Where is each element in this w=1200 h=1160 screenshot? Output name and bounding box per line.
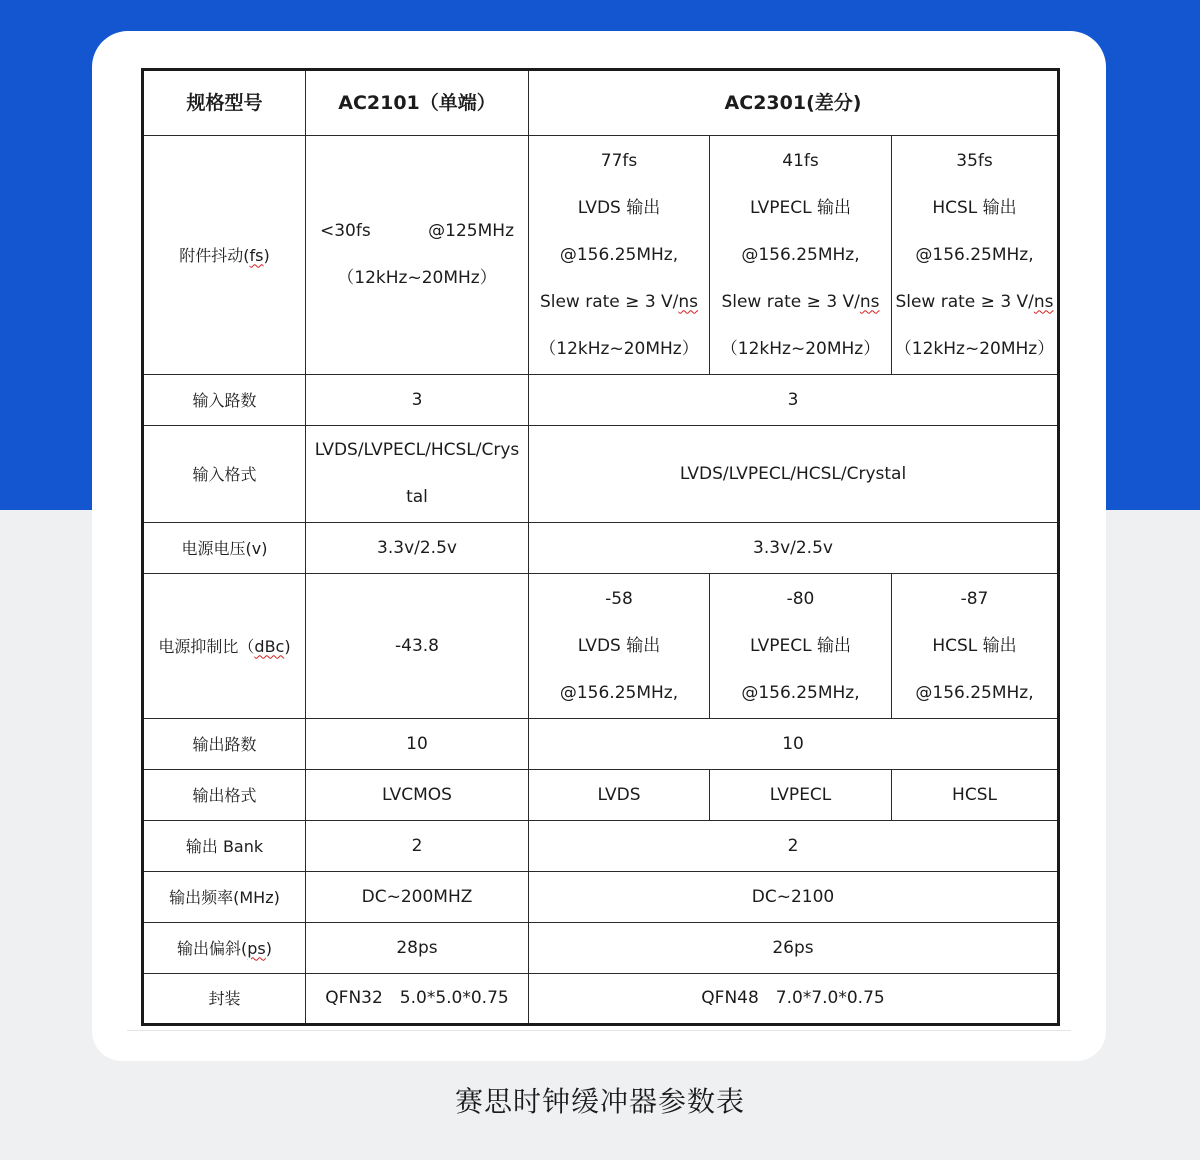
label-output-freq: 输出频率(MHz) [143, 872, 306, 923]
ac2101-input-format: LVDS/LVPECL/HCSL/Crys tal [306, 426, 529, 523]
row-package [143, 974, 1059, 1025]
ac2301-jitter-lvds: 77fs LVDS 输出 @156.25MHz, Slew rate ≥ 3 V/ns （12kHz~20MHz） [529, 136, 710, 375]
ac2101-supply-voltage: 3.3v/2.5v [306, 523, 529, 574]
label-jitter: 附件抖动(fs) [143, 136, 306, 375]
row-output-freq [143, 872, 1059, 923]
row-input-format [143, 426, 1059, 523]
ac2301-psrr-lvpecl: -80 LVPECL 输出 @156.25MHz, [710, 574, 892, 719]
ac2301-output-format-lvds: LVDS [529, 770, 710, 821]
label-input-format: 输入格式 [143, 426, 306, 523]
ac2301-package: QFN48 7.0*7.0*0.75 [529, 974, 1059, 1025]
row-output-skew [143, 923, 1059, 974]
ac2101-output-count: 10 [306, 719, 529, 770]
header-spec-model: 规格型号 [143, 70, 306, 136]
spellcheck-underline: ns [678, 291, 699, 312]
label-supply-voltage: 电源电压(v) [143, 523, 306, 574]
ac2301-jitter-lvpecl: 41fs LVPECL 输出 @156.25MHz, Slew rate ≥ 3 V/ns （12kHz~20MHz） [710, 136, 892, 375]
ac2101-output-skew: 28ps [306, 923, 529, 974]
label-output-count: 输出路数 [143, 719, 306, 770]
label-output-format: 输出格式 [143, 770, 306, 821]
label-output-skew: 输出偏斜(ps) [143, 923, 306, 974]
spellcheck-underline: dBc [254, 636, 285, 656]
row-jitter [143, 136, 1059, 375]
table-header-row [143, 70, 1059, 136]
spec-table [141, 68, 1060, 1026]
row-supply-voltage [143, 523, 1059, 574]
label-package: 封装 [143, 974, 306, 1025]
ac2301-output-freq: DC~2100 [529, 872, 1059, 923]
ac2301-jitter-hcsl: 35fs HCSL 输出 @156.25MHz, Slew rate ≥ 3 V/ns （12kHz~20MHz） [892, 136, 1059, 375]
row-output-format [143, 770, 1059, 821]
label-psrr: 电源抑制比（dBc) [143, 574, 306, 719]
row-output-count [143, 719, 1059, 770]
spellcheck-underline: fs [249, 245, 264, 265]
spellcheck-underline: ns [1033, 291, 1054, 312]
row-psrr [143, 574, 1059, 719]
header-ac2301: AC2301(差分) [529, 70, 1059, 136]
ac2301-input-format: LVDS/LVPECL/HCSL/Crystal [529, 426, 1059, 523]
ac2101-output-format: LVCMOS [306, 770, 529, 821]
spellcheck-underline: ns [859, 291, 880, 312]
header-ac2101: AC2101（单端） [306, 70, 529, 136]
ac2101-psrr: -43.8 [306, 574, 529, 719]
ac2101-package: QFN32 5.0*5.0*0.75 [306, 974, 529, 1025]
label-input-count: 输入路数 [143, 375, 306, 426]
ac2301-psrr-lvds: -58 LVDS 输出 @156.25MHz, [529, 574, 710, 719]
label-output-bank: 输出 Bank [143, 821, 306, 872]
ac2301-input-count: 3 [529, 375, 1059, 426]
ac2101-jitter: <30fs @125MHz （12kHz~20MHz） [306, 136, 529, 375]
ac2101-output-bank: 2 [306, 821, 529, 872]
ac2101-input-count: 3 [306, 375, 529, 426]
ac2301-supply-voltage: 3.3v/2.5v [529, 523, 1059, 574]
ac2301-output-count: 10 [529, 719, 1059, 770]
ac2301-output-format-lvpecl: LVPECL [710, 770, 892, 821]
ac2301-psrr-hcsl: -87 HCSL 输出 @156.25MHz, [892, 574, 1059, 719]
ac2301-output-bank: 2 [529, 821, 1059, 872]
card-divider [127, 1030, 1071, 1031]
ac2301-output-skew: 26ps [529, 923, 1059, 974]
row-output-bank [143, 821, 1059, 872]
spellcheck-underline: ps [247, 938, 266, 958]
figure-caption: 赛思时钟缓冲器参数表 [454, 1085, 745, 1118]
ac2301-output-format-hcsl: HCSL [892, 770, 1059, 821]
ac2101-output-freq: DC~200MHZ [306, 872, 529, 923]
row-input-count [143, 375, 1059, 426]
